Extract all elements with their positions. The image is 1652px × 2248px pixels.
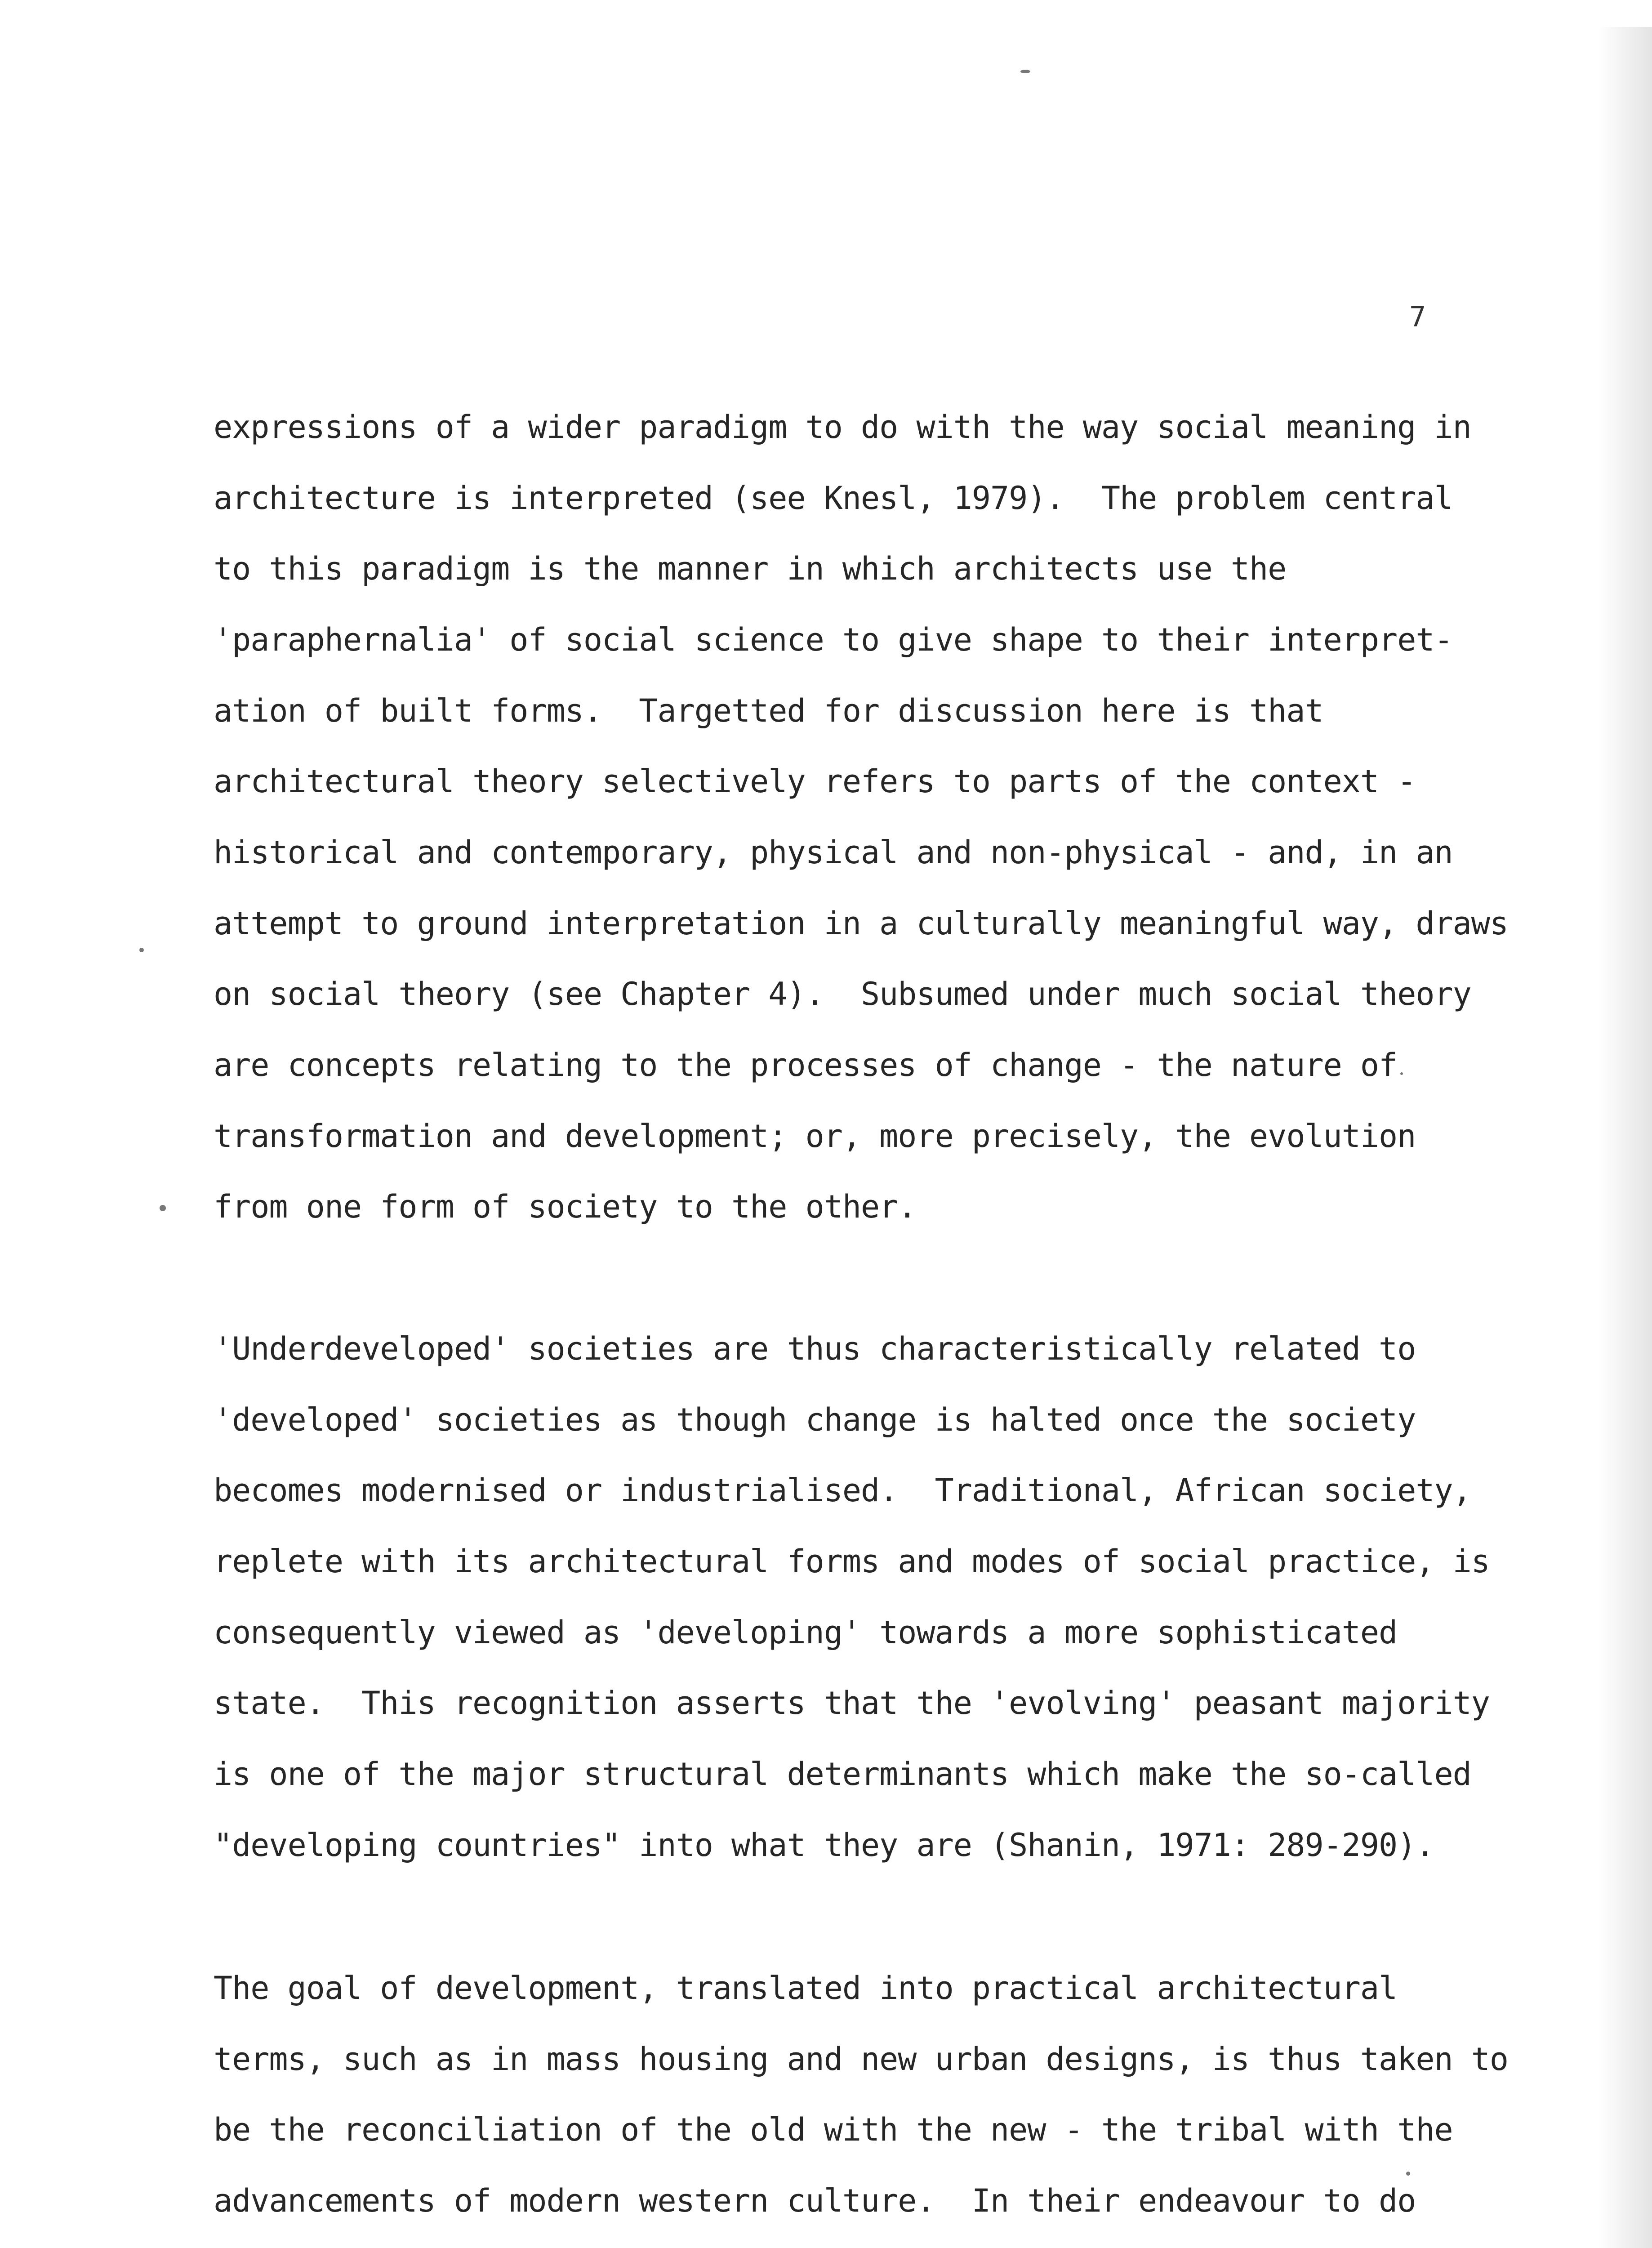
text-line: historical and contemporary, physical and non-physical - and, in an xyxy=(214,834,1453,871)
text-line: consequently viewed as 'developing' towards a more sophisticated xyxy=(214,1614,1398,1651)
text-line: becomes modernised or industrialised. Traditional, African society, xyxy=(214,1472,1471,1509)
text-line: on social theory (see Chapter 4). Subsumed under much social theory xyxy=(214,976,1471,1012)
text-line: replete with its architectural forms and modes of social practice, is xyxy=(214,1543,1490,1580)
text-line: "developing countries" into what they are (Shanin, 1971: 289-290). xyxy=(214,1827,1434,1864)
scan-shadow-edge xyxy=(1598,27,1652,2248)
text-line: to this paradigm is the manner in which architects use the xyxy=(214,550,1287,587)
text-line: terms, such as in mass housing and new urban designs, is thus taken to xyxy=(214,2041,1509,2078)
text-line: 'developed' societies as though change is halted once the society xyxy=(214,1401,1416,1438)
text-line: is one of the major structural determinants which make the so-called xyxy=(214,1756,1471,1793)
scan-speck xyxy=(1406,2172,1410,2176)
scan-speck xyxy=(160,1205,166,1211)
text-line: state. This recognition asserts that the 'evolving' peasant majority xyxy=(214,1685,1490,1722)
scan-speck xyxy=(139,948,144,952)
text-line: architectural theory selectively refers to parts of the context - xyxy=(214,763,1416,800)
text-line: expressions of a wider paradigm to do with the way social meaning in xyxy=(214,409,1471,446)
text-line: be the reconciliation of the old with the new - the tribal with the xyxy=(214,2111,1453,2148)
scan-speck xyxy=(1400,1072,1403,1075)
text-line: 'paraphernalia' of social science to give shape to their interpret- xyxy=(214,621,1453,658)
text-line: advancements of modern western culture. In their endeavour to do xyxy=(214,2182,1416,2219)
scan-speck xyxy=(1020,70,1030,73)
text-line: transformation and development; or, more precisely, the evolution xyxy=(214,1118,1416,1155)
text-line: architecture is interpreted (see Knesl, 1979). The problem central xyxy=(214,480,1453,517)
text-line: attempt to ground interpretation in a culturally meaningful way, draws xyxy=(214,905,1509,942)
page-number: 7 xyxy=(1409,300,1426,333)
text-line: 'Underdeveloped' societies are thus characteristically related to xyxy=(214,1330,1416,1367)
text-line: from one form of society to the other. xyxy=(214,1188,917,1225)
text-line: The goal of development, translated into practical architectural xyxy=(214,1970,1398,2007)
text-line: are concepts relating to the processes of change - the nature of xyxy=(214,1047,1398,1084)
text-line: ation of built forms. Targetted for discussion here is that xyxy=(214,692,1323,729)
